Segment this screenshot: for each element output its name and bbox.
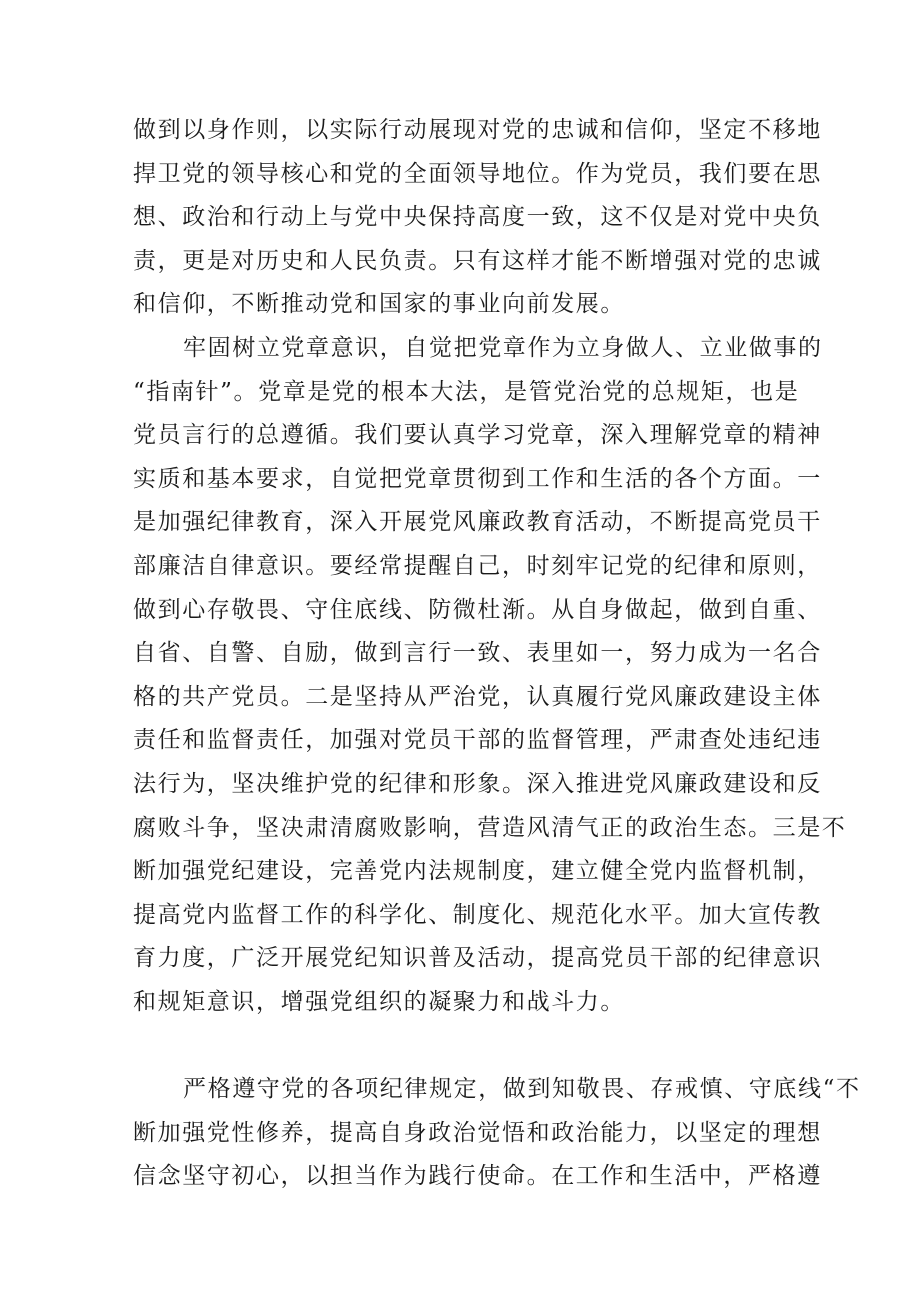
text-line: 严格遵守党的各项纪律规定，做到知敬畏、存戒慎、守底线“不 — [183, 1076, 861, 1103]
text-line: 部廉洁自律意识。要经常提醒自己，时刻牢记党的纪律和原则， — [133, 552, 822, 579]
text-line: 腐败斗争，坚决肃清腐败影响，营造风清气正的政治生态。三是不 — [133, 814, 847, 841]
text-line: 责，更是对历史和人民负责。只有这样才能不断增强对党的忠诚 — [133, 247, 822, 274]
paragraph-2 — [133, 327, 847, 1068]
text-line: 党员言行的总遵循。我们要认真学习党章，深入理解党章的精神 — [133, 422, 822, 449]
text-line: 捍卫党的领导核心和党的全面领导地位。作为党员，我们要在思 — [133, 160, 822, 187]
paragraph-1 — [133, 109, 822, 327]
text-line: 育力度，广泛开展党纪知识普及活动，提高党员干部的纪律意识 — [133, 945, 822, 972]
text-line: 想、政治和行动上与党中央保持高度一致，这不仅是对党中央负 — [133, 204, 822, 231]
text-line: 断加强党纪建设，完善党内法规制度，建立健全党内监督机制， — [133, 858, 822, 885]
paragraph-3 — [133, 1068, 861, 1199]
document-body — [133, 109, 861, 1199]
text-line: “指南针”。党章是党的根本大法，是管党治党的总规矩，也是 — [133, 378, 800, 405]
text-line: 做到以身作则，以实际行动展现对党的忠诚和信仰，坚定不移地 — [133, 117, 822, 143]
text-line: 信念坚守初心，以担当作为践行使命。在工作和生活中，严格遵 — [133, 1163, 822, 1190]
text-line — [133, 1024, 793, 1068]
text-line: 格的共产党员。二是坚持从严治党，认真履行党风廉政建设主体 — [133, 683, 822, 710]
text-line: 做到心存敬畏、守住底线、防微杜渐。从自身做起，做到自重、 — [133, 596, 822, 623]
text-line: 和规矩意识，增强党组织的凝聚力和战斗力。 — [133, 988, 625, 1015]
text-line: 断加强党性修养，提高自身政治觉悟和政治能力，以坚定的理想 — [133, 1119, 822, 1146]
text-line: 实质和基本要求，自觉把党章贯彻到工作和生活的各个方面。一 — [133, 465, 822, 492]
text-line: 和信仰，不断推动党和国家的事业向前发展。 — [133, 291, 625, 318]
text-line: 法行为，坚决维护党的纪律和形象。深入推进党风廉政建设和反 — [133, 770, 822, 797]
text-line: 责任和监督责任，加强对党员干部的监督管理，严肃查处违纪违 — [133, 727, 822, 754]
text-line: 牢固树立党章意识，自觉把党章作为立身做人、立业做事的 — [183, 334, 823, 361]
text-line: 是加强纪律教育，深入开展党风廉政教育活动，不断提高党员干 — [133, 509, 822, 536]
text-line: 提高党内监督工作的科学化、制度化、规范化水平。加大宣传教 — [133, 901, 822, 928]
text-line: 自省、自警、自励，做到言行一致、表里如一，努力成为一名合 — [133, 640, 822, 667]
